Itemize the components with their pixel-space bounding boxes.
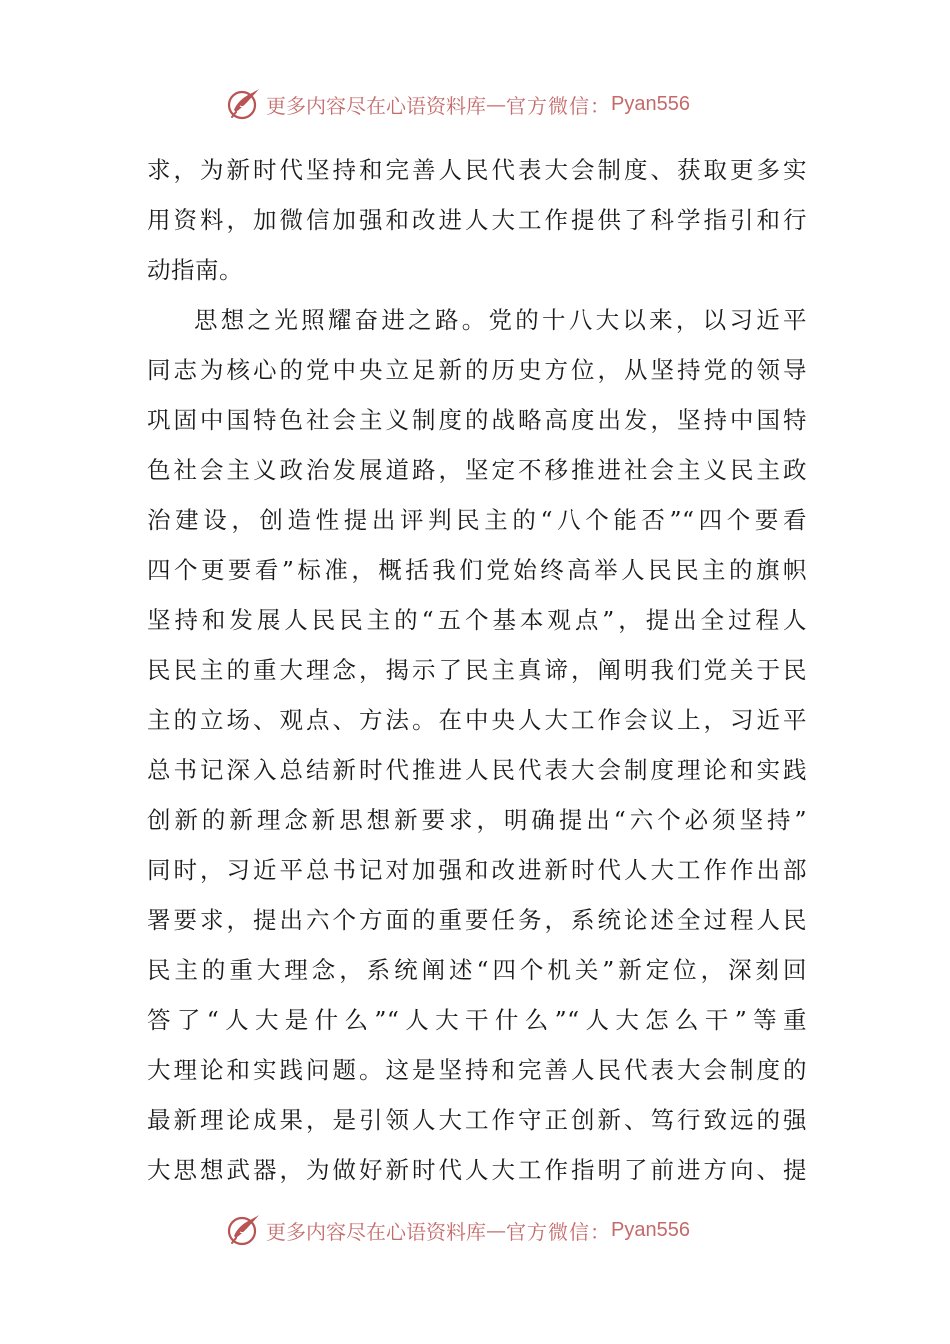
body-line: 民主的重大理念，系统阐述“四个机关”新定位，深刻回 [147, 956, 807, 984]
body-line: 总书记深入总结新时代推进人民代表大会制度理论和实践 [147, 756, 807, 784]
body-line: 色社会主义政治发展道路，坚定不移推进社会主义民主政 [147, 456, 807, 484]
footer-contact-id: Pyan556 [611, 1218, 690, 1241]
quill-seal-logo-icon [226, 86, 262, 122]
paragraph-first-line: 思想之光照耀奋进之路。党的十八大以来，以习近平 [194, 306, 807, 334]
body-text [147, 145, 807, 1195]
body-line: 求，为新时代坚持和完善人民代表大会制度、获取更多实 [147, 156, 807, 184]
footer-banner [226, 1210, 746, 1250]
body-line: 署要求，提出六个方面的重要任务，系统论述全过程人民 [147, 906, 807, 934]
body-line: 坚持和发展人民民主的“五个基本观点”，提出全过程人 [147, 606, 807, 634]
body-line: 同志为核心的党中央立足新的历史方位，从坚持党的领导 [147, 356, 807, 384]
body-line: 动指南。 [147, 256, 243, 284]
quill-seal-logo-icon [226, 1212, 262, 1248]
body-line: 大思想武器，为做好新时代人大工作指明了前进方向、提 [147, 1156, 807, 1184]
header-title: 更多内容尽在心语资料库 [266, 93, 486, 118]
body-line: 巩固中国特色社会主义制度的战略高度出发，坚持中国特 [147, 406, 807, 434]
header-banner [226, 84, 746, 124]
header-contact-id: Pyan556 [611, 92, 690, 115]
body-line: 主的立场、观点、方法。在中央人大工作会议上，习近平 [147, 706, 807, 734]
body-line: 大理论和实践问题。这是坚持和完善人民代表大会制度的 [147, 1056, 807, 1084]
header-separator: — [486, 92, 506, 116]
header-contact-label: 官方微信： [506, 93, 611, 118]
body-line: 四个更要看”标准，概括我们党始终高举人民民主的旗帜 [147, 556, 807, 584]
body-line: 治建设，创造性提出评判民主的“八个能否”“四个要看 [147, 506, 807, 534]
body-line: 民民主的重大理念，揭示了民主真谛，阐明我们党关于民 [147, 656, 807, 684]
body-line: 用资料，加微信加强和改进人大工作提供了科学指引和行 [147, 206, 807, 234]
footer-separator: — [486, 1218, 506, 1242]
body-line: 最新理论成果，是引领人大工作守正创新、笃行致远的强 [147, 1106, 807, 1134]
body-line: 创新的新理念新思想新要求，明确提出“六个必须坚持” [147, 806, 807, 834]
footer-contact-label: 官方微信： [506, 1219, 611, 1244]
body-line: 同时，习近平总书记对加强和改进新时代人大工作作出部 [147, 856, 807, 884]
footer-title: 更多内容尽在心语资料库 [266, 1219, 486, 1244]
body-line: 答了“人大是什么”“人大干什么”“人大怎么干”等重 [147, 1006, 807, 1034]
